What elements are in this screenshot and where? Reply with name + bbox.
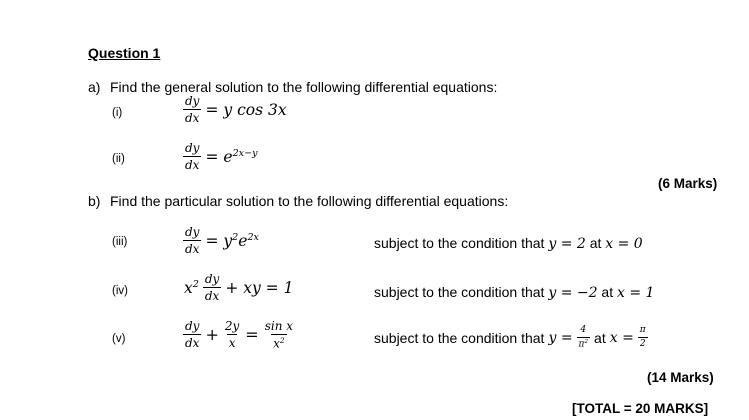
part-b-label: b)	[88, 193, 101, 209]
rhs-iv: + xy = 1	[225, 278, 294, 297]
equation-iv	[184, 273, 293, 302]
fraction-dy-dx: $\frac{dy}{dx}$	[185, 94, 200, 125]
fraction-dy-dx: $\frac{dy}{dx}$	[185, 319, 200, 351]
equation-iii	[183, 226, 259, 255]
item-i-label: (i)	[112, 107, 123, 119]
rhs-iii: = $y^2e^{2x}$	[205, 231, 259, 250]
part-a-label: a)	[88, 79, 101, 95]
part-b-marks: (14 Marks)	[647, 370, 714, 385]
part-a-marks: (6 Marks)	[658, 176, 718, 191]
lhs-x2: $x^2$	[184, 278, 199, 297]
question-title: Question 1	[88, 45, 161, 61]
part-a-text: Find the general solution to the following differential equations:	[110, 79, 498, 95]
item-iv-label: (iv)	[112, 285, 128, 297]
fraction-2y-x: $\frac{2y}{x}$	[224, 319, 240, 351]
rhs-ii: = $e^{2x-y}$	[205, 147, 258, 166]
item-ii-label: (ii)	[112, 153, 125, 165]
part-b-text: Find the particular solution to the following differential equations:	[110, 193, 509, 209]
condition-iii: subject to the condition that y = 2 at x = 0	[374, 235, 643, 252]
equation-ii	[183, 142, 258, 171]
condition-iv: subject to the condition that y = −2 at x = 1	[374, 284, 655, 301]
fraction-dy-dx: $\frac{dy}{dx}$	[185, 141, 200, 172]
item-v-label: (v)	[112, 333, 126, 345]
fraction-dy-dx: $\frac{dy}{dx}$	[185, 225, 200, 256]
fraction-sinx-x2: $\frac{\text{sin x}}{x^2}$	[264, 319, 294, 351]
total-marks: [TOTAL = 20 MARKS]	[572, 401, 709, 416]
equation-i	[183, 95, 287, 124]
rhs-i: = y cos 3x	[205, 100, 287, 119]
equation-v: $\frac{dy}{dx}$ + $\frac{2y}{x}$ = $\frac{\text{sin x}}{x^2}$	[185, 319, 294, 351]
item-iii-label: (iii)	[112, 236, 128, 248]
fraction-dy-dx: $\frac{dy}{dx}$	[204, 272, 220, 303]
condition-v: subject to the condition that y = $\frac{4}{\pi^2}$ at x = $\frac{\pi}{2}$	[374, 325, 646, 350]
